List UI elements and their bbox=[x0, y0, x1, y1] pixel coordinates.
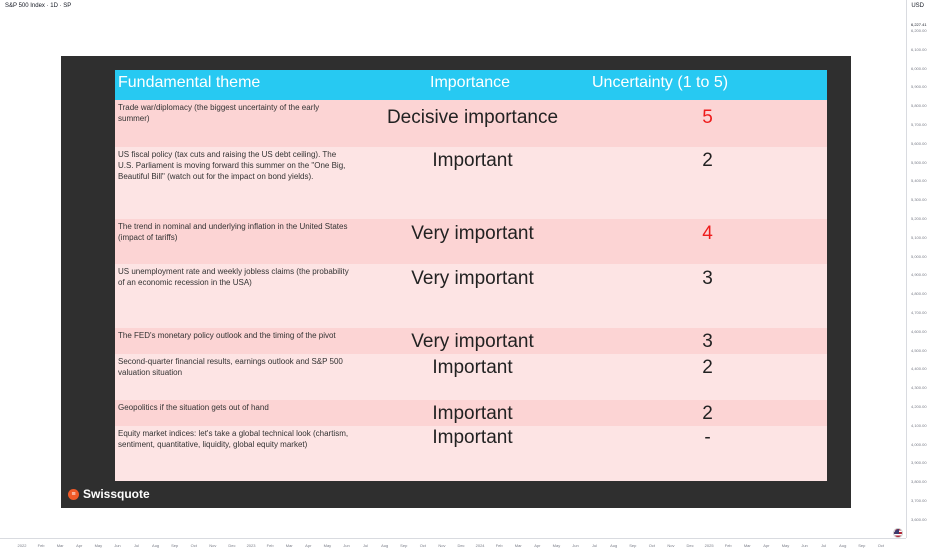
table-header-row bbox=[115, 70, 827, 100]
last-price-label: 6,227.41 bbox=[911, 22, 927, 27]
uncertainty-cell: 5 bbox=[702, 107, 713, 128]
time-axis-label: Nov bbox=[438, 543, 446, 548]
time-axis-label: Jul bbox=[133, 543, 140, 548]
time-axis-label: Feb bbox=[266, 543, 274, 548]
importance-cell: Decisive importance bbox=[386, 107, 559, 128]
importance-cell: Very important bbox=[411, 268, 534, 289]
price-axis-label: 3,900.00 bbox=[911, 460, 927, 466]
theme-cell: Geopolitics if the situation gets out of hand bbox=[118, 403, 269, 412]
price-axis-label: 5,700.00 bbox=[911, 122, 927, 127]
importance-cell: Very important bbox=[411, 223, 534, 244]
table-row bbox=[115, 264, 827, 328]
price-axis-label: 6,000.00 bbox=[911, 65, 927, 71]
time-axis-label: May bbox=[323, 543, 332, 548]
time-axis-label: Jun bbox=[114, 543, 121, 548]
price-axis-label: 6,200.00 bbox=[911, 28, 927, 33]
time-axis-label: Oct bbox=[648, 543, 655, 548]
time-axis-label: Apr bbox=[534, 543, 541, 548]
time-axis-label: 2022 bbox=[17, 543, 27, 548]
time-axis-label: Aug bbox=[152, 543, 160, 548]
price-axis-label: 5,800.00 bbox=[911, 103, 927, 109]
theme-cell: US fiscal policy (tax cuts and raising the US debt ceiling). The U.S. Parliament is moving forward this summer on the "One Big, Beautiful Bill" (watch out for the impact on bond yields). bbox=[118, 150, 346, 181]
price-axis-label: 3,600.00 bbox=[911, 516, 927, 522]
time-axis-label: Nov bbox=[209, 543, 217, 548]
time-axis-label: 2023 bbox=[246, 543, 256, 548]
importance-cell: Important bbox=[432, 403, 513, 424]
time-axis-label: Jul bbox=[363, 543, 369, 548]
time-axis-label: Apr bbox=[763, 543, 770, 548]
price-axis-label: 4,200.00 bbox=[911, 404, 927, 409]
currency-label[interactable]: USD bbox=[911, 3, 924, 9]
time-axis-label: Feb bbox=[495, 543, 503, 548]
header-uncertainty: Uncertainty (1 to 5) bbox=[592, 74, 729, 91]
time-axis-label: Sep bbox=[629, 543, 637, 548]
price-axis-label: 5,100.00 bbox=[911, 234, 927, 240]
price-axis-label: 5,600.00 bbox=[911, 140, 927, 146]
price-axis-label: 5,300.00 bbox=[911, 197, 927, 203]
time-axis-label: Aug bbox=[610, 543, 618, 548]
chart-symbol-title[interactable]: S&P 500 Index · 1D · SP bbox=[5, 3, 72, 9]
theme-cell: Equity market indices: let's take a global technical look (chartism, sentiment, quantitative, liquidity, global equity market) bbox=[118, 429, 349, 449]
price-axis[interactable] bbox=[906, 0, 932, 538]
header-importance: Importance bbox=[430, 74, 511, 91]
table-row bbox=[115, 426, 827, 481]
uncertainty-cell: 2 bbox=[702, 150, 713, 171]
uncertainty-cell: 4 bbox=[702, 223, 713, 244]
price-axis-label: 4,600.00 bbox=[911, 328, 927, 334]
price-axis-label: 4,400.00 bbox=[911, 366, 927, 372]
chart-header bbox=[0, 0, 932, 16]
time-axis-label: May bbox=[552, 543, 561, 548]
importance-cell: Very important bbox=[411, 331, 534, 352]
time-axis-label: Feb bbox=[724, 543, 732, 548]
time-axis-label: Sep bbox=[400, 543, 408, 548]
price-axis-label: 4,700.00 bbox=[911, 310, 927, 315]
fundamentals-table bbox=[115, 70, 827, 481]
swissquote-logo bbox=[68, 487, 150, 501]
uncertainty-cell: - bbox=[704, 427, 711, 448]
time-axis-label: Jun bbox=[801, 543, 808, 548]
time-axis-label: Dec bbox=[228, 543, 236, 548]
table-row bbox=[115, 354, 827, 400]
theme-cell: Second-quarter financial results, earnings outlook and S&P 500 valuation situation bbox=[118, 357, 343, 377]
theme-cell: The FED's monetary policy outlook and the timing of the pivot bbox=[118, 331, 336, 340]
time-axis-label: Jul bbox=[592, 543, 598, 548]
price-axis-label: 4,900.00 bbox=[911, 272, 927, 278]
time-axis-label: 2025 bbox=[704, 543, 714, 548]
price-axis-label: 6,100.00 bbox=[911, 46, 927, 52]
brand-name: Swissquote bbox=[83, 487, 150, 501]
importance-cell: Important bbox=[432, 150, 513, 171]
time-axis-label: Mar bbox=[285, 543, 293, 548]
time-axis-label: Mar bbox=[514, 543, 522, 548]
price-axis-label: 5,400.00 bbox=[911, 178, 927, 184]
price-axis-label: 3,800.00 bbox=[911, 479, 927, 485]
time-axis-label: Oct bbox=[419, 543, 426, 548]
time-axis-label: Sep bbox=[171, 543, 179, 548]
time-axis-label: Jul bbox=[821, 543, 827, 548]
price-axis-label: 5,500.00 bbox=[911, 159, 927, 165]
uncertainty-cell: 2 bbox=[702, 403, 713, 424]
time-axis-label: Dec bbox=[457, 543, 465, 548]
time-axis-label: Mar bbox=[56, 543, 64, 548]
price-axis-label: 4,100.00 bbox=[911, 422, 927, 428]
theme-cell: The trend in nominal and underlying inflation in the United States (impact of tariffs) bbox=[118, 222, 348, 242]
table-row bbox=[115, 400, 827, 426]
table-row bbox=[115, 219, 827, 264]
price-axis-label: 4,500.00 bbox=[911, 347, 927, 353]
time-axis-label: Nov bbox=[667, 543, 675, 548]
time-axis-label: Feb bbox=[37, 543, 45, 548]
time-axis[interactable] bbox=[0, 538, 906, 551]
time-axis-label: May bbox=[781, 543, 790, 548]
time-axis-label: Mar bbox=[743, 543, 751, 548]
price-axis-label: 5,200.00 bbox=[911, 216, 927, 221]
uncertainty-cell: 2 bbox=[702, 357, 713, 378]
time-axis-label: Dec bbox=[686, 543, 694, 548]
price-axis-label: 4,800.00 bbox=[911, 291, 927, 297]
theme-cell: US unemployment rate and weekly jobless claims (the probability of an economic recession in the USA) bbox=[118, 267, 349, 287]
importance-cell: Important bbox=[432, 357, 513, 378]
time-axis-label: Sep bbox=[858, 543, 866, 548]
header-theme: Fundamental theme bbox=[118, 74, 261, 91]
time-axis-label: Apr bbox=[76, 543, 83, 548]
time-axis-label: 2024 bbox=[475, 543, 485, 548]
price-axis-label: 3,700.00 bbox=[911, 498, 927, 503]
price-axis-label: 4,300.00 bbox=[911, 385, 927, 391]
price-axis-label: 5,900.00 bbox=[911, 84, 927, 90]
time-axis-label: Aug bbox=[381, 543, 389, 548]
time-axis-label: Oct bbox=[190, 543, 197, 548]
uncertainty-cell: 3 bbox=[702, 331, 713, 352]
time-axis-label: Jun bbox=[572, 543, 579, 548]
time-axis-label: Aug bbox=[839, 543, 847, 548]
time-axis-label: Apr bbox=[305, 543, 312, 548]
theme-cell: Trade war/diplomacy (the biggest uncertainty of the early summer) bbox=[118, 103, 320, 123]
us-flag-icon[interactable] bbox=[893, 528, 903, 538]
price-axis-label: 5,000.00 bbox=[911, 253, 927, 259]
time-axis-label: Jun bbox=[343, 543, 350, 548]
time-axis-label: May bbox=[94, 543, 103, 548]
table-row bbox=[115, 328, 827, 354]
uncertainty-cell: 3 bbox=[702, 268, 713, 289]
table-row bbox=[115, 100, 827, 147]
importance-cell: Important bbox=[432, 427, 513, 448]
swissquote-logo-icon: ≡ bbox=[68, 489, 79, 500]
time-axis-label: Oct bbox=[877, 543, 885, 548]
table-row bbox=[115, 147, 827, 219]
price-axis-label: 4,000.00 bbox=[911, 441, 927, 447]
